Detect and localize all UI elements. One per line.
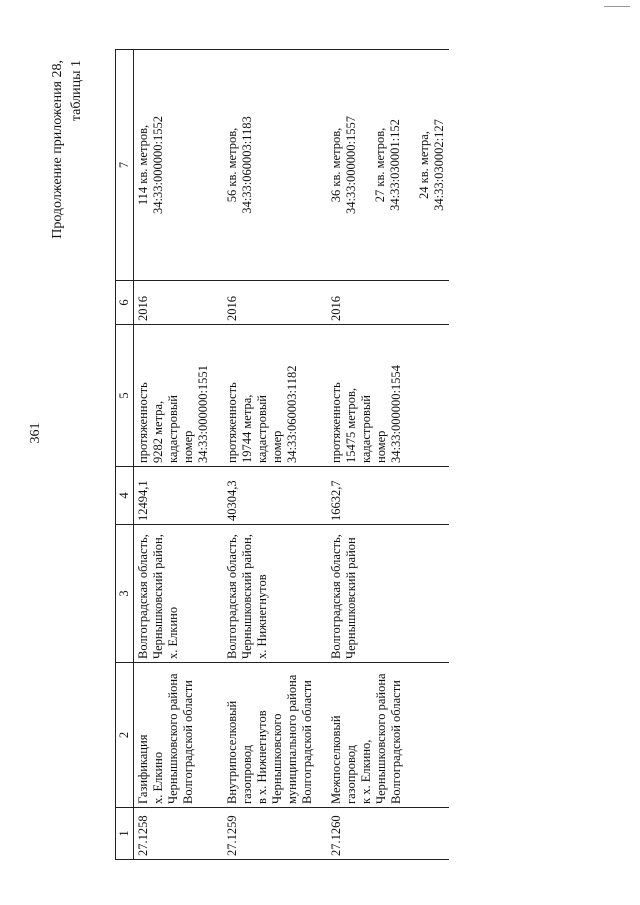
object-description-line: 34:33:000000:1554 <box>389 365 403 463</box>
object-name-line: Газификация <box>136 734 150 804</box>
table-row <box>134 50 224 860</box>
object-description-line: 15475 метров, <box>344 388 358 463</box>
row-number: 27.1259 <box>223 808 327 860</box>
object-description-line: номер <box>374 430 388 463</box>
object-name-line: Волгоградской области <box>389 680 403 804</box>
object-name-line: муниципального района <box>285 674 299 804</box>
column-header-3: 3 <box>116 525 134 663</box>
object-description <box>223 325 327 467</box>
object-name-line: Внутрипоселковый <box>225 700 239 804</box>
caption-line-2: таблицы 1 <box>69 60 84 122</box>
object-location-line: Волгоградская область, <box>136 534 150 659</box>
object-area-line: 34:33:000000:1552 <box>151 116 165 214</box>
column-header-6: 6 <box>116 281 134 325</box>
object-location-line: Волгоградская область, <box>329 534 343 659</box>
object-name-line: Межпоселковый <box>329 715 343 804</box>
object-area-line: 56 кв. метров, <box>225 127 239 203</box>
object-area-line: 34:33:030001:152 <box>388 119 402 211</box>
object-name-line: х. Елкино <box>151 751 165 804</box>
object-area-line: 34:33:000000:1557 <box>344 116 358 214</box>
object-location-line: Чернышковский район, <box>240 534 254 659</box>
object-location-line: Волгоградская область, <box>225 534 239 659</box>
object-description-line: кадастровый <box>359 395 373 463</box>
object-value: 16632,7 <box>327 467 449 525</box>
object-area-line: 36 кв. метров, <box>329 127 343 203</box>
object-area-line: 27 кв. метров, <box>373 127 387 203</box>
object-area-line: 24 кв. метра, <box>417 131 431 199</box>
object-name-line: в х. Нижнегнутов <box>255 710 269 804</box>
object-description-line: протяженность <box>329 382 343 463</box>
column-header-5: 5 <box>116 325 134 467</box>
row-number: 27.1258 <box>134 808 224 860</box>
object-location-line: Чернышковский район <box>344 537 358 659</box>
object-location-line: х. Елкино <box>166 606 180 659</box>
object-description-line: номер <box>270 430 284 463</box>
table-row <box>223 50 327 860</box>
table-caption <box>48 60 86 239</box>
object-location-line: Чернышковский район, <box>151 534 165 659</box>
object-name-line: Чернышковского района <box>166 673 180 804</box>
area-spacer <box>403 53 417 277</box>
object-area <box>223 50 327 281</box>
property-table <box>115 49 449 860</box>
table-body <box>134 50 450 860</box>
object-area-line: 34:33:030002:127 <box>432 119 446 211</box>
object-name-line: Чернышковского района <box>374 673 388 804</box>
table-row <box>327 50 449 860</box>
column-header-4: 4 <box>116 467 134 525</box>
object-description-line: 9282 метра, <box>151 400 165 463</box>
object-name-line: газопровод <box>240 744 254 804</box>
object-name <box>134 663 224 808</box>
object-name-line: газопровод <box>344 744 358 804</box>
object-value: 12494,1 <box>134 467 224 525</box>
object-location <box>223 525 327 663</box>
column-header-1: 1 <box>116 808 134 860</box>
object-area-line: 114 кв. метров, <box>136 124 150 206</box>
caption-line-1: Продолжение приложения 28, <box>50 60 65 239</box>
object-name <box>327 663 449 808</box>
object-year: 2016 <box>223 281 327 325</box>
object-description <box>134 325 224 467</box>
object-location <box>134 525 224 663</box>
object-description-line: протяженность <box>136 382 150 463</box>
object-value: 40304,3 <box>223 467 327 525</box>
object-description-line: 19744 метра, <box>240 394 254 463</box>
object-area <box>327 50 449 281</box>
object-name-line: Волгоградской области <box>181 680 195 804</box>
row-number: 27.1260 <box>327 808 449 860</box>
object-description-line: номер <box>181 430 195 463</box>
object-name-line: Чернышковского <box>270 713 284 804</box>
page-number: 361 <box>28 422 43 444</box>
column-header-2: 2 <box>116 663 134 808</box>
object-area-line: 34:33:060003:1183 <box>240 116 254 214</box>
object-year: 2016 <box>327 281 449 325</box>
object-name <box>223 663 327 808</box>
object-description <box>327 325 449 467</box>
object-location-line: х. Нижнегнутов <box>255 574 269 659</box>
area-spacer <box>359 53 373 277</box>
header-row <box>116 50 134 860</box>
object-name-line: к х. Елкино, <box>359 739 373 804</box>
object-description-line: 34:33:060003:1182 <box>285 365 299 463</box>
object-description-line: кадастровый <box>255 395 269 463</box>
object-description-line: кадастровый <box>166 395 180 463</box>
object-description-line: протяженность <box>225 382 239 463</box>
object-description-line: 34:33:000000:1551 <box>196 365 210 463</box>
column-header-7: 7 <box>116 50 134 281</box>
object-year: 2016 <box>134 281 224 325</box>
object-area <box>134 50 224 281</box>
object-name-line: Волгоградской области <box>300 680 314 804</box>
object-location <box>327 525 449 663</box>
